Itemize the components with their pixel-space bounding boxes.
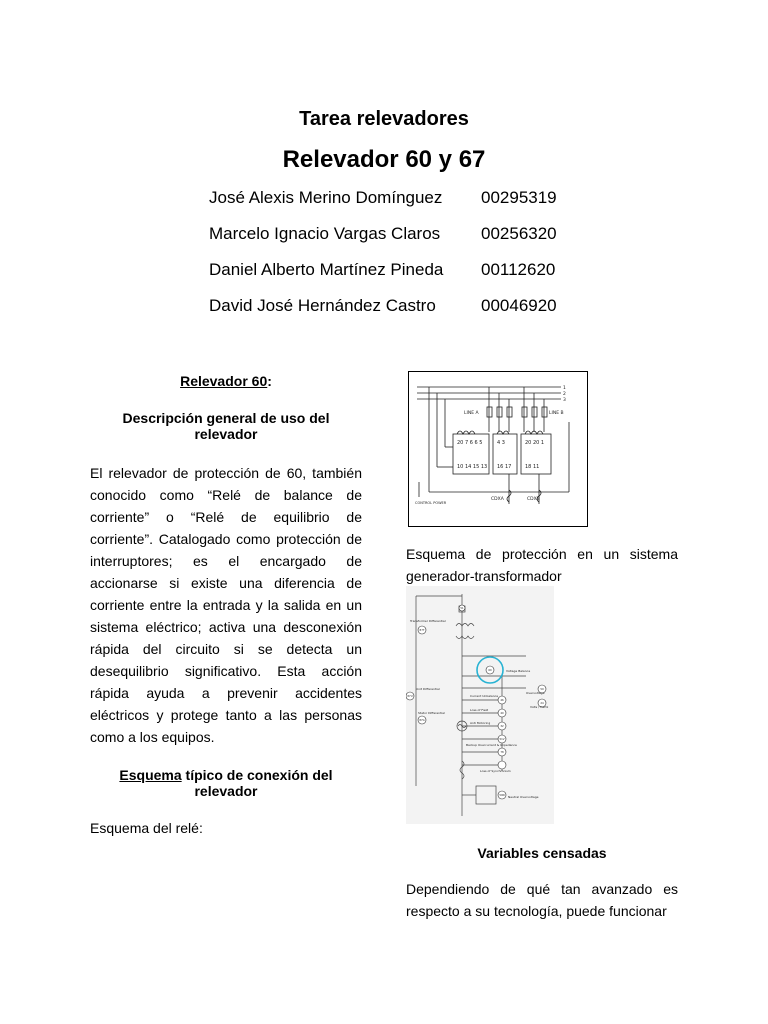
- authors-list: [209, 188, 589, 332]
- author-id: 00112620: [481, 260, 556, 279]
- label-transformer-differential: Transformer Differential: [410, 619, 446, 623]
- terminal-numbers-c: 20 20 1: [525, 440, 545, 446]
- bus-label-1: 1: [563, 386, 566, 391]
- label-loss-of-field: Loss of Field: [470, 708, 489, 712]
- relay-46: 46: [500, 699, 504, 702]
- terminal-numbers-e: 16 17: [497, 464, 512, 470]
- label-overvoltage: Overvoltage: [526, 691, 545, 695]
- terminal-numbers-d: 10 14 15 13: [457, 464, 488, 470]
- relay-59n: 59N: [499, 794, 505, 797]
- description-heading: Descripción general de uso del relevador: [122, 410, 330, 442]
- label-anti-motoring: Anti Motoring: [470, 721, 491, 725]
- author-name: Daniel Alberto Martínez Pineda: [209, 260, 444, 279]
- relay-87u: 87U: [407, 695, 413, 698]
- label-voltage-balance: Voltage Balance: [506, 669, 531, 673]
- cdxa-label: CDXA: [491, 497, 504, 502]
- relay-87g: 87G: [419, 719, 425, 722]
- figure-caption: Esquema de protección en un sistema generador-transformador: [406, 546, 678, 584]
- relay-40: 40: [500, 712, 504, 715]
- variables-heading: Variables censadas: [477, 845, 607, 861]
- description-paragraph: El relevador de protección de 60, también conocido como “Relé de balance de corriente” o “Relé de equilibrio de corriente”. Catalogado como protección de interruptores; es el encargado de accionarse si existe una diferencia de corriente entre la entrada y la salida en un sistema eléctrico; activa una desconexión rápida del circuito si se detecta un desequilibrio significativo. Esta acción rápida ayuda a prevenir accidentes eléctricos y protege tanto a las personas como a los equipos.: [90, 465, 362, 745]
- author-id: 00256320: [481, 224, 557, 243]
- bus-label-3: 3: [563, 398, 566, 403]
- relay-24: 24: [540, 702, 544, 705]
- terminal-numbers-a: 20 7 6 6 5: [457, 440, 483, 446]
- author-name: David José Hernández Castro: [209, 296, 436, 315]
- scheme-heading-word: Esquema: [119, 767, 182, 783]
- line-a-label: LINE A: [464, 411, 479, 416]
- relay-87t: 87T: [419, 629, 425, 632]
- document-subtitle: Relevador 60 y 67: [282, 146, 486, 173]
- label-backup: Backup Overcurrent & Impedance: [466, 743, 517, 747]
- author-name: Marcelo Ignacio Vargas Claros: [209, 224, 441, 243]
- relay-59: 59: [540, 688, 544, 691]
- cdxb-label: CDXB: [527, 497, 540, 502]
- line-b-label: LINE B: [549, 411, 564, 416]
- section-title-colon: :: [267, 373, 272, 389]
- relay-32: 32: [500, 725, 504, 728]
- relay-51: 51: [460, 607, 464, 610]
- terminal-numbers-b: 4 3: [497, 440, 505, 446]
- scheme-label: Esquema del relé:: [90, 820, 203, 836]
- author-row: [209, 188, 589, 224]
- label-stator-differential: Stator Differential: [418, 711, 445, 715]
- label-unit-differential: Unit Differential: [416, 687, 440, 691]
- label-current-unbalance: Current Unbalance: [470, 694, 499, 698]
- author-id: 00295319: [481, 188, 557, 207]
- generator-protection-svg: [406, 586, 554, 824]
- section-title: [90, 373, 362, 389]
- relay-51v: 51V: [499, 738, 505, 741]
- label-neutral-overvoltage: Neutral Overvoltage: [508, 795, 539, 799]
- author-row: [209, 260, 589, 296]
- author-row: [209, 296, 589, 332]
- document-title: Tarea relevadores: [299, 108, 469, 130]
- relay-wiring-diagram: [408, 371, 588, 527]
- control-power-label: CONTROL POWER: [415, 501, 447, 505]
- author-name: José Alexis Merino Domínguez: [209, 188, 443, 207]
- bus-label-2: 2: [563, 392, 566, 397]
- relay-wiring-svg: [409, 372, 587, 526]
- scheme-heading-rest: típico de conexión del relevador: [181, 767, 333, 799]
- scheme-heading: [90, 767, 362, 799]
- author-id: 00046920: [481, 296, 557, 315]
- relay-78: 78: [500, 751, 504, 754]
- section-title-text: Relevador 60: [180, 373, 268, 389]
- terminal-numbers-f: 18 11: [525, 464, 540, 470]
- label-loss-sync: Loss of Synchronism: [480, 769, 511, 773]
- left-column: [90, 370, 362, 836]
- author-row: [209, 224, 589, 260]
- variables-paragraph: Dependiendo de qué tan avanzado es respecto a su tecnología, puede funcionar: [406, 881, 678, 919]
- label-volts-hertz: Volts / Hertz: [530, 705, 549, 709]
- generator-protection-diagram: [406, 586, 554, 824]
- relay-60: 60: [488, 669, 492, 672]
